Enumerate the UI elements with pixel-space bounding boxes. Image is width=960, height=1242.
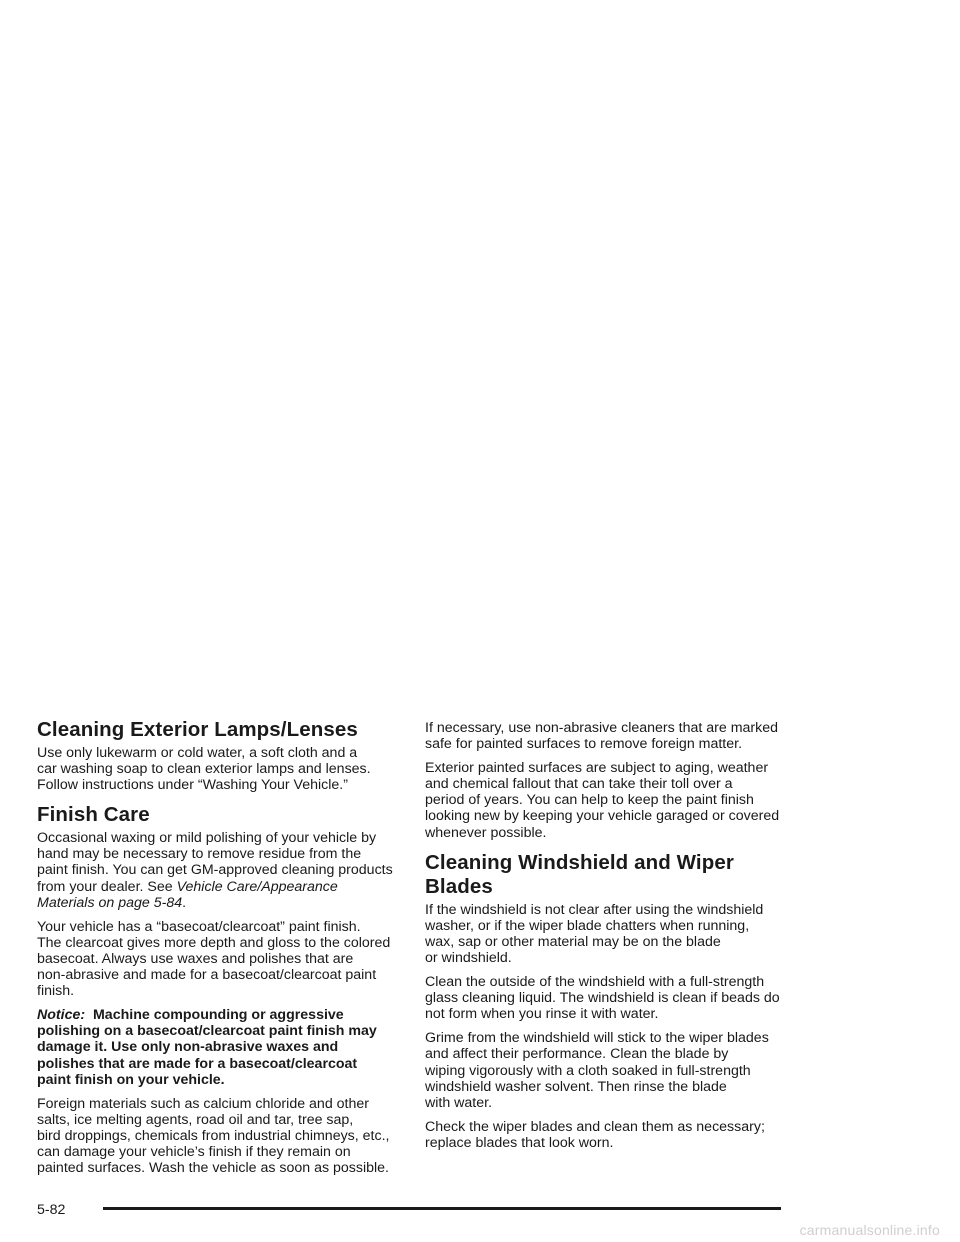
text-line: car washing soap to clean exterior lamps and lenses. bbox=[37, 761, 371, 778]
text-line: can damage your vehicle’s finish if they remain on bbox=[37, 1143, 351, 1160]
text-line: replace blades that look worn. bbox=[425, 1134, 614, 1151]
right-column bbox=[425, 720, 787, 1151]
text-line: Follow instructions under “Washing Your Vehicle.” bbox=[37, 777, 348, 794]
text-line: basecoat. Always use waxes and polishes that are bbox=[37, 950, 354, 967]
left-column bbox=[37, 718, 402, 1176]
text-line: whenever possible. bbox=[425, 824, 547, 841]
watermark: carmanualsonline.info bbox=[799, 1222, 940, 1238]
text-line: The clearcoat gives more depth and gloss to the colored bbox=[37, 934, 391, 951]
windshield-paragraph-1 bbox=[425, 902, 787, 966]
text-line: If necessary, use non-abrasive cleaners that are marked bbox=[425, 720, 779, 736]
text-line: bird droppings, chemicals from industrial chimneys, etc., bbox=[37, 1127, 390, 1144]
windshield-paragraph-3 bbox=[425, 1030, 787, 1110]
text-line: and chemical fallout that can take their toll over a bbox=[425, 776, 733, 793]
cross-reference-link-page[interactable]: Materials on page 5-84 bbox=[37, 894, 183, 911]
finish-care-paragraph-4 bbox=[425, 720, 787, 752]
text-line: period of years. You can help to keep the paint finish bbox=[425, 792, 754, 809]
text-line: Check the wiper blades and clean them as necessary; bbox=[425, 1118, 765, 1135]
text-line: salts, ice melting agents, road oil and tar, tree sap, bbox=[37, 1111, 354, 1128]
text-line: glass cleaning liquid. The windshield is clean if beads do bbox=[425, 990, 780, 1007]
period: . bbox=[182, 894, 187, 911]
text-line: or windshield. bbox=[425, 949, 512, 966]
text-line: finish. bbox=[37, 983, 75, 1000]
text-line: and affect their performance. Clean the blade by bbox=[425, 1046, 729, 1063]
text-line: wax, sap or other material may be on the blade bbox=[425, 933, 721, 950]
text-line: windshield washer solvent. Then rinse the blade bbox=[425, 1078, 727, 1095]
text-line: polishing on a basecoat/clearcoat paint finish may bbox=[37, 1023, 377, 1040]
text-line: If the windshield is not clear after using the windshield bbox=[425, 901, 764, 918]
text-line: paint finish on your vehicle. bbox=[37, 1071, 225, 1088]
text-line: non-abrasive and made for a basecoat/clearcoat paint bbox=[37, 967, 377, 984]
finish-care-paragraph-1 bbox=[37, 830, 402, 910]
heading-finish-care: Finish Care bbox=[37, 803, 150, 827]
text-line: Your vehicle has a “basecoat/clearcoat” paint finish. bbox=[37, 918, 361, 935]
notice-label: Notice: bbox=[37, 1007, 86, 1024]
text-line bbox=[37, 1007, 402, 1023]
text-line: paint finish. You can get GM-approved cleaning products bbox=[37, 862, 393, 879]
text-line: polishes that are made for a basecoat/clearcoat bbox=[37, 1055, 358, 1072]
lamps-paragraph bbox=[37, 745, 402, 793]
text-line: Grime from the windshield will stick to the wiper blades bbox=[425, 1030, 769, 1047]
text-line: with water. bbox=[425, 1094, 493, 1111]
footer-rule bbox=[103, 1207, 781, 1210]
text-line: washer, or if the wiper blade chatters when running, bbox=[425, 917, 750, 934]
text-line: hand may be necessary to remove residue from the bbox=[37, 846, 362, 863]
page-number: 5-82 bbox=[37, 1202, 66, 1218]
heading-cleaning-windshield: Cleaning Windshield and Wiper Blades bbox=[425, 850, 734, 898]
windshield-paragraph-4 bbox=[425, 1119, 787, 1151]
text-line: Foreign materials such as calcium chloride and other bbox=[37, 1095, 369, 1112]
finish-care-paragraph-2 bbox=[37, 919, 402, 999]
text-line: painted surfaces. Wash the vehicle as soon as possible. bbox=[37, 1160, 389, 1177]
notice-text: Machine compounding or aggressive bbox=[92, 1007, 344, 1024]
finish-care-paragraph-5 bbox=[425, 760, 787, 840]
text-line bbox=[37, 879, 402, 895]
text-line: Occasional waxing or mild polishing of your vehicle by bbox=[37, 830, 377, 847]
text-line: Exterior painted surfaces are subject to aging, weather bbox=[425, 760, 769, 777]
text-line: not form when you rinse it with water. bbox=[425, 1006, 659, 1023]
notice-paragraph bbox=[37, 1007, 402, 1087]
finish-care-paragraph-3 bbox=[37, 1096, 402, 1176]
text-line bbox=[37, 895, 402, 911]
windshield-paragraph-2 bbox=[425, 974, 787, 1022]
text-line: Use only lukewarm or cold water, a soft cloth and a bbox=[37, 745, 358, 761]
text-line: wiping vigorously with a cloth soaked in full-strength bbox=[425, 1062, 751, 1079]
text-line: damage it. Use only non-abrasive waxes and bbox=[37, 1039, 339, 1056]
text-line: safe for painted surfaces to remove foreign matter. bbox=[425, 736, 743, 753]
cross-reference-link[interactable]: Vehicle Care/Appearance bbox=[176, 878, 338, 895]
text-line: Clean the outside of the windshield with a full-strength bbox=[425, 974, 765, 991]
see-text: from your dealer. See bbox=[37, 878, 177, 895]
heading-cleaning-exterior-lamps: Cleaning Exterior Lamps/Lenses bbox=[37, 718, 358, 741]
text-line: looking new by keeping your vehicle garaged or covered bbox=[425, 808, 780, 825]
